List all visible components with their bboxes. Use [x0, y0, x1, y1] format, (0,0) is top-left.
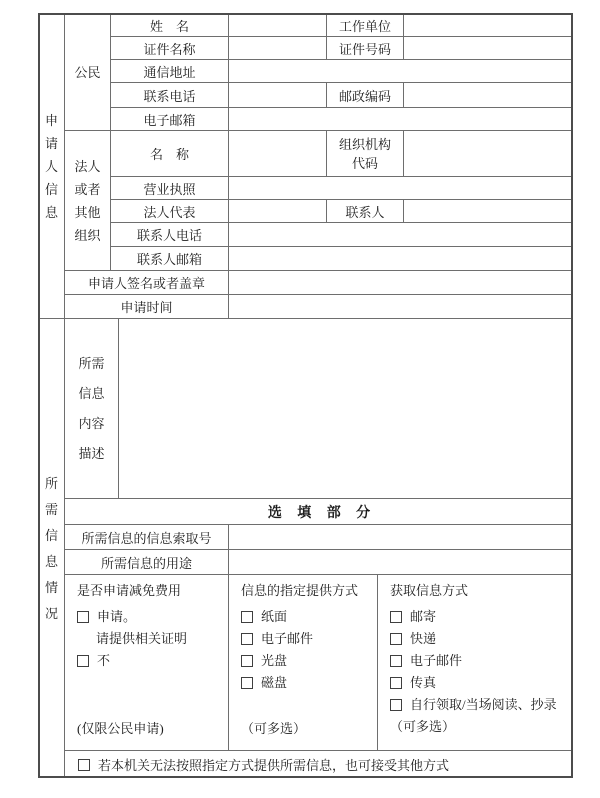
- provide-option-disk[interactable]: [241, 672, 367, 694]
- name-label: 姓 名: [110, 13, 228, 36]
- info-description-label: 所需信息内容描述: [64, 318, 118, 498]
- index-number-input-cell[interactable]: [228, 524, 573, 549]
- optional-section-header-text: 选填部分: [267, 505, 386, 521]
- other-method-checkbox-icon[interactable]: [78, 759, 90, 771]
- obtain-option-selfpickup[interactable]: [390, 694, 563, 716]
- apply-time-input-cell[interactable]: [228, 294, 573, 318]
- legal-rep-label: 法人代表: [110, 199, 228, 222]
- contact-person-label: 联系人: [326, 199, 403, 222]
- fee-no-checkbox-icon[interactable]: [77, 655, 89, 667]
- address-input-cell[interactable]: [228, 59, 573, 82]
- apply-time-label: 申请时间: [64, 294, 228, 318]
- name-input-cell[interactable]: [228, 13, 326, 36]
- index-number-label: 所需信息的信息索取号: [64, 524, 228, 549]
- contact-phone-input-cell[interactable]: [228, 222, 573, 246]
- org-code-label: 组织机构代码: [326, 130, 403, 176]
- provide-method-column: [228, 574, 377, 750]
- provide-option-paper[interactable]: [241, 606, 367, 628]
- provide-disk-label: 磁盘: [261, 675, 288, 690]
- other-method-note-row[interactable]: [64, 750, 573, 778]
- org-name-input-cell[interactable]: [228, 130, 326, 176]
- fee-waiver-footnote: (仅限公民申请): [77, 721, 164, 736]
- email-input-cell[interactable]: [228, 107, 573, 130]
- obtain-option-express[interactable]: [390, 628, 563, 650]
- obtain-selfpickup-checkbox-icon[interactable]: [390, 699, 402, 711]
- obtain-method-column: [377, 574, 573, 750]
- contact-person-input-cell[interactable]: [403, 199, 573, 222]
- provide-cd-checkbox-icon[interactable]: [241, 655, 253, 667]
- phone-label: 联系电话: [110, 82, 228, 107]
- provide-cd-label: 光盘: [261, 653, 288, 668]
- fee-waiver-title: 是否申请减免费用: [77, 583, 182, 598]
- id-number-input-cell[interactable]: [403, 36, 573, 59]
- info-description-input-cell[interactable]: [118, 318, 573, 498]
- org-code-input-cell[interactable]: [403, 130, 573, 176]
- obtain-express-checkbox-icon[interactable]: [390, 633, 402, 645]
- obtain-selfpickup-label: 自行领取/当场阅读、抄录: [410, 697, 557, 712]
- contact-email-label: 联系人邮箱: [110, 246, 228, 270]
- provide-email-checkbox-icon[interactable]: [241, 633, 253, 645]
- email-label: 电子邮箱: [110, 107, 228, 130]
- signature-input-cell[interactable]: [228, 270, 573, 294]
- obtain-option-email[interactable]: [390, 650, 563, 672]
- id-type-label: 证件名称: [110, 36, 228, 59]
- fee-apply-checkbox-icon[interactable]: [77, 611, 89, 623]
- postcode-input-cell[interactable]: [403, 82, 573, 107]
- purpose-label: 所需信息的用途: [64, 549, 228, 574]
- obtain-method-footnote: （可多选）: [390, 719, 456, 734]
- work-unit-label: 工作单位: [326, 13, 403, 36]
- id-type-input-cell[interactable]: [228, 36, 326, 59]
- provide-disk-checkbox-icon[interactable]: [241, 677, 253, 689]
- obtain-email-label: 电子邮件: [410, 653, 463, 668]
- obtain-option-mail[interactable]: [390, 606, 563, 628]
- fee-apply-option[interactable]: [77, 606, 218, 628]
- id-number-label: 证件号码: [326, 36, 403, 59]
- obtain-express-label: 快递: [410, 631, 437, 646]
- address-label: 通信地址: [110, 59, 228, 82]
- contact-email-input-cell[interactable]: [228, 246, 573, 270]
- obtain-fax-checkbox-icon[interactable]: [390, 677, 402, 689]
- organization-group-label: 法人或者其他组织: [64, 130, 110, 270]
- other-method-note-label: 若本机关无法按照指定方式提供所需信息，也可接受其他方式: [98, 758, 450, 773]
- required-info-section-side-label: 所需信息情况: [38, 318, 64, 778]
- citizen-group-label: 公民: [64, 13, 110, 130]
- legal-rep-input-cell[interactable]: [228, 199, 326, 222]
- provide-paper-checkbox-icon[interactable]: [241, 611, 253, 623]
- fee-waiver-column: [64, 574, 228, 750]
- optional-section-header: [64, 498, 573, 524]
- obtain-mail-label: 邮寄: [410, 609, 437, 624]
- obtain-option-fax[interactable]: [390, 672, 563, 694]
- work-unit-input-cell[interactable]: [403, 13, 573, 36]
- fee-apply-option-label: 申请。: [97, 609, 137, 624]
- obtain-method-title: 获取信息方式: [390, 583, 469, 598]
- phone-input-cell[interactable]: [228, 82, 326, 107]
- obtain-mail-checkbox-icon[interactable]: [390, 611, 402, 623]
- provide-method-title: 信息的指定提供方式: [241, 583, 359, 598]
- provide-email-label: 电子邮件: [261, 631, 314, 646]
- fee-no-option-label: 不: [97, 653, 111, 668]
- postcode-label: 邮政编码: [326, 82, 403, 107]
- provide-option-cd[interactable]: [241, 650, 367, 672]
- fee-no-option[interactable]: [77, 650, 218, 672]
- fee-apply-proof-note: 请提供相关证明: [96, 631, 188, 646]
- license-label: 营业执照: [110, 176, 228, 199]
- provide-paper-label: 纸面: [261, 609, 288, 624]
- applicant-section-side-label: 申请人信息: [38, 13, 64, 318]
- provide-method-footnote: （可多选）: [241, 721, 307, 736]
- purpose-input-cell[interactable]: [228, 549, 573, 574]
- signature-label: 申请人签名或者盖章: [64, 270, 228, 294]
- obtain-fax-label: 传真: [410, 675, 437, 690]
- provide-option-email[interactable]: [241, 628, 367, 650]
- org-name-label: 名 称: [110, 130, 228, 176]
- license-input-cell[interactable]: [228, 176, 573, 199]
- obtain-email-checkbox-icon[interactable]: [390, 655, 402, 667]
- contact-phone-label: 联系人电话: [110, 222, 228, 246]
